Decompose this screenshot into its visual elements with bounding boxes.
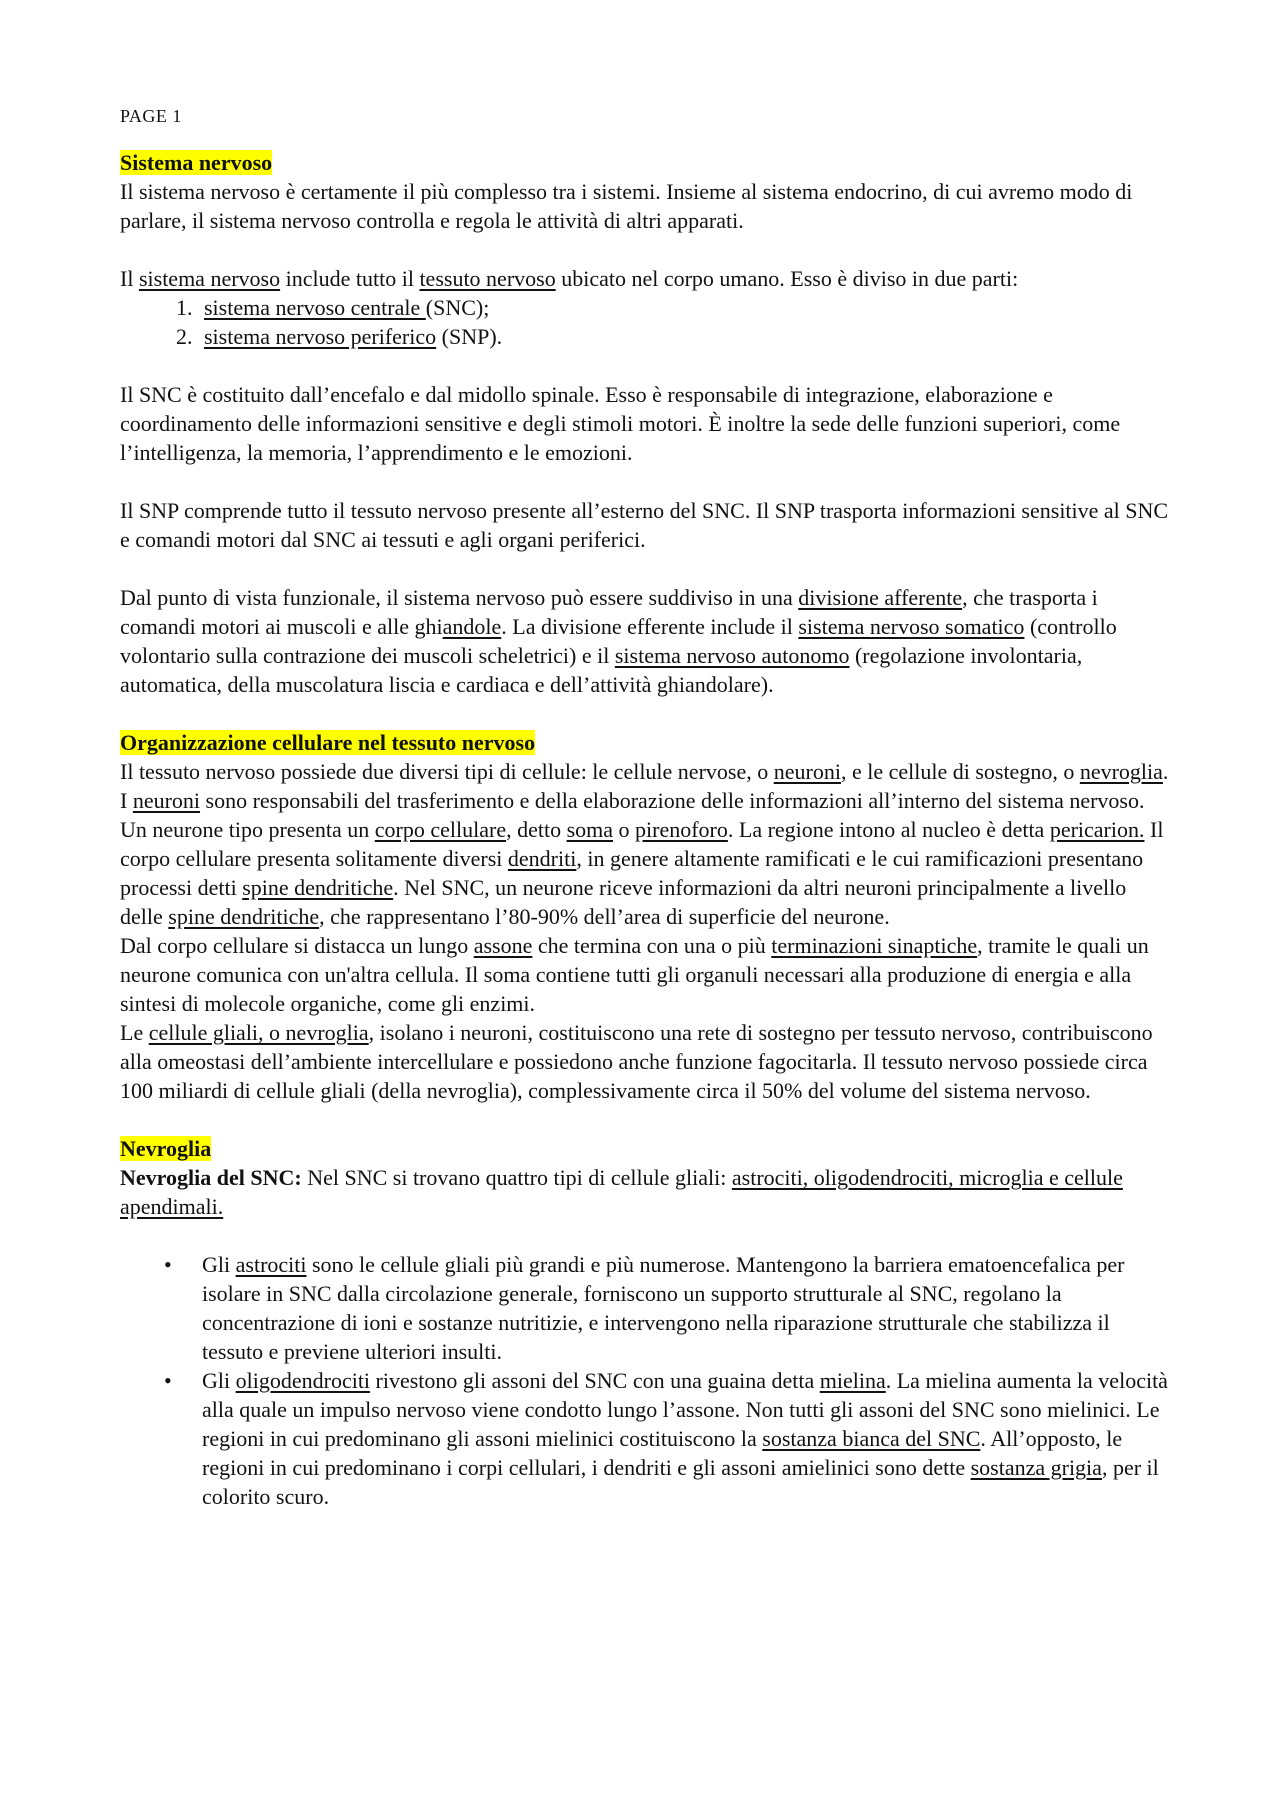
section-heading [120, 1134, 1170, 1163]
list-item: • Gli oligodendrociti rivestono gli assoni del SNC con una guaina detta mielina. La mielina aumenta la velocità alla quale un impulso nervoso viene condotto lungo l’assone. Non tutti gli assoni del SNC sono mielinici. Le regioni in cui predominano gli assoni mielinici costituiscono la sostanza bianca del SNC. All’opposto, le regioni in cui predominano i corpi cellulari, i dendriti e gli assoni amielinici sono dette sostanza grigia, per il colorito scuro. [202, 1366, 1170, 1511]
section-heading [120, 728, 1170, 757]
list-item: 1. sistema nervoso centrale (SNC); [198, 293, 1170, 322]
bullet-list [120, 1250, 1170, 1511]
paragraph: Il sistema nervoso include tutto il tessuto nervoso ubicato nel corpo umano. Esso è diviso in due parti: [120, 266, 1019, 291]
list-item: • Gli astrociti sono le cellule gliali più grandi e più numerose. Mantengono la barriera ematoencefalica per isolare in SNC dalla circolazione generale, forniscono un supporto strutturale al SNC, regolano la concentrazione di ioni e sostanze nutritizie, e intervengono nella riparazione strutturale che stabilizza il tessuto e previene ulteriori insulti. [202, 1250, 1170, 1366]
heading-nevroglia: Nevroglia [120, 1136, 212, 1161]
page-header: PAGE 1 [120, 106, 182, 126]
underlined-term: sistema nervoso [138, 266, 281, 291]
paragraph: Le cellule gliali, o nevroglia, isolano i neuroni, costituiscono una rete di sostegno per tessuto nervoso, contribuiscono alla omeostasi dell’ambiente intercellulare e possiedono anche funzione fagocitarla. Il tessuto nervoso possiede circa 100 miliardi di cellule gliali (della nevroglia), complessivamente circa il 50% del volume del sistema nervoso. [120, 1020, 1153, 1103]
numbered-list [120, 293, 1170, 351]
underlined-term: tessuto nervoso [419, 266, 556, 291]
section-heading [120, 148, 1170, 177]
heading-organizzazione: Organizzazione cellulare nel tessuto nervoso [120, 730, 536, 755]
paragraph: Il SNP comprende tutto il tessuto nervoso presente all’esterno del SNC. Il SNP trasporta informazioni sensitive al SNC e comandi motori dal SNC ai tessuti e agli organi periferici. [120, 498, 1169, 552]
paragraph: Nevroglia del SNC: Nel SNC si trovano quattro tipi di cellule gliali: astrociti, oligodendrociti, microglia e cellule apendimali. [120, 1165, 1123, 1219]
paragraph: Dal corpo cellulare si distacca un lungo assone che termina con una o più terminazioni sinaptiche, tramite le quali un neurone comunica con un'altra cellula. Il soma contiene tutti gli organuli necessari alla produzione di energia e alla sintesi di molecole organiche, come gli enzimi. [120, 933, 1149, 1016]
list-item: 2. sistema nervoso periferico (SNP). [198, 322, 1170, 351]
paragraph: Un neurone tipo presenta un corpo cellulare, detto soma o pirenoforo. La regione intono al nucleo è detta pericarion. Il corpo cellulare presenta solitamente diversi dendriti, in genere altamente ramificati e le cui ramificazioni presentano processi detti spine dendritiche. Nel SNC, un neurone riceve informazioni da altri neuroni principalmente a livello delle spine dendritiche, che rappresentano l’80-90% dell’area di superficie del neurone. [120, 817, 1164, 929]
paragraph: Il SNC è costituito dall’encefalo e dal midollo spinale. Esso è responsabile di integrazione, elaborazione e coordinamento delle informazioni sensitive e degli stimoli motori. È inoltre la sede delle funzioni superiori, come l’intelligenza, la memoria, l’apprendimento e le emozioni. [120, 382, 1121, 465]
heading-sistema-nervoso: Sistema nervoso [120, 150, 273, 175]
document-body [120, 148, 1170, 1511]
paragraph: Il tessuto nervoso possiede due diversi tipi di cellule: le cellule nervose, o neuroni, e le cellule di sostegno, o nevroglia. I neuroni sono responsabili del trasferimento e della elaborazione delle informazioni all’interno del sistema nervoso. [120, 759, 1169, 813]
paragraph: Il sistema nervoso è certamente il più complesso tra i sistemi. Insieme al sistema endocrino, di cui avremo modo di parlare, il sistema nervoso controlla e regola le attività di altri apparati. [120, 179, 1133, 233]
paragraph: Dal punto di vista funzionale, il sistema nervoso può essere suddiviso in una divisione afferente, che trasporta i comandi motori ai muscoli e alle ghiandole. La divisione efferente include il sistema nervoso somatico (controllo volontario sulla contrazione dei muscoli scheletrici) e il sistema nervoso autonomo (regolazione involontaria, automatica, della muscolatura liscia e cardiaca e dell’attività ghiandolare). [120, 585, 1117, 697]
